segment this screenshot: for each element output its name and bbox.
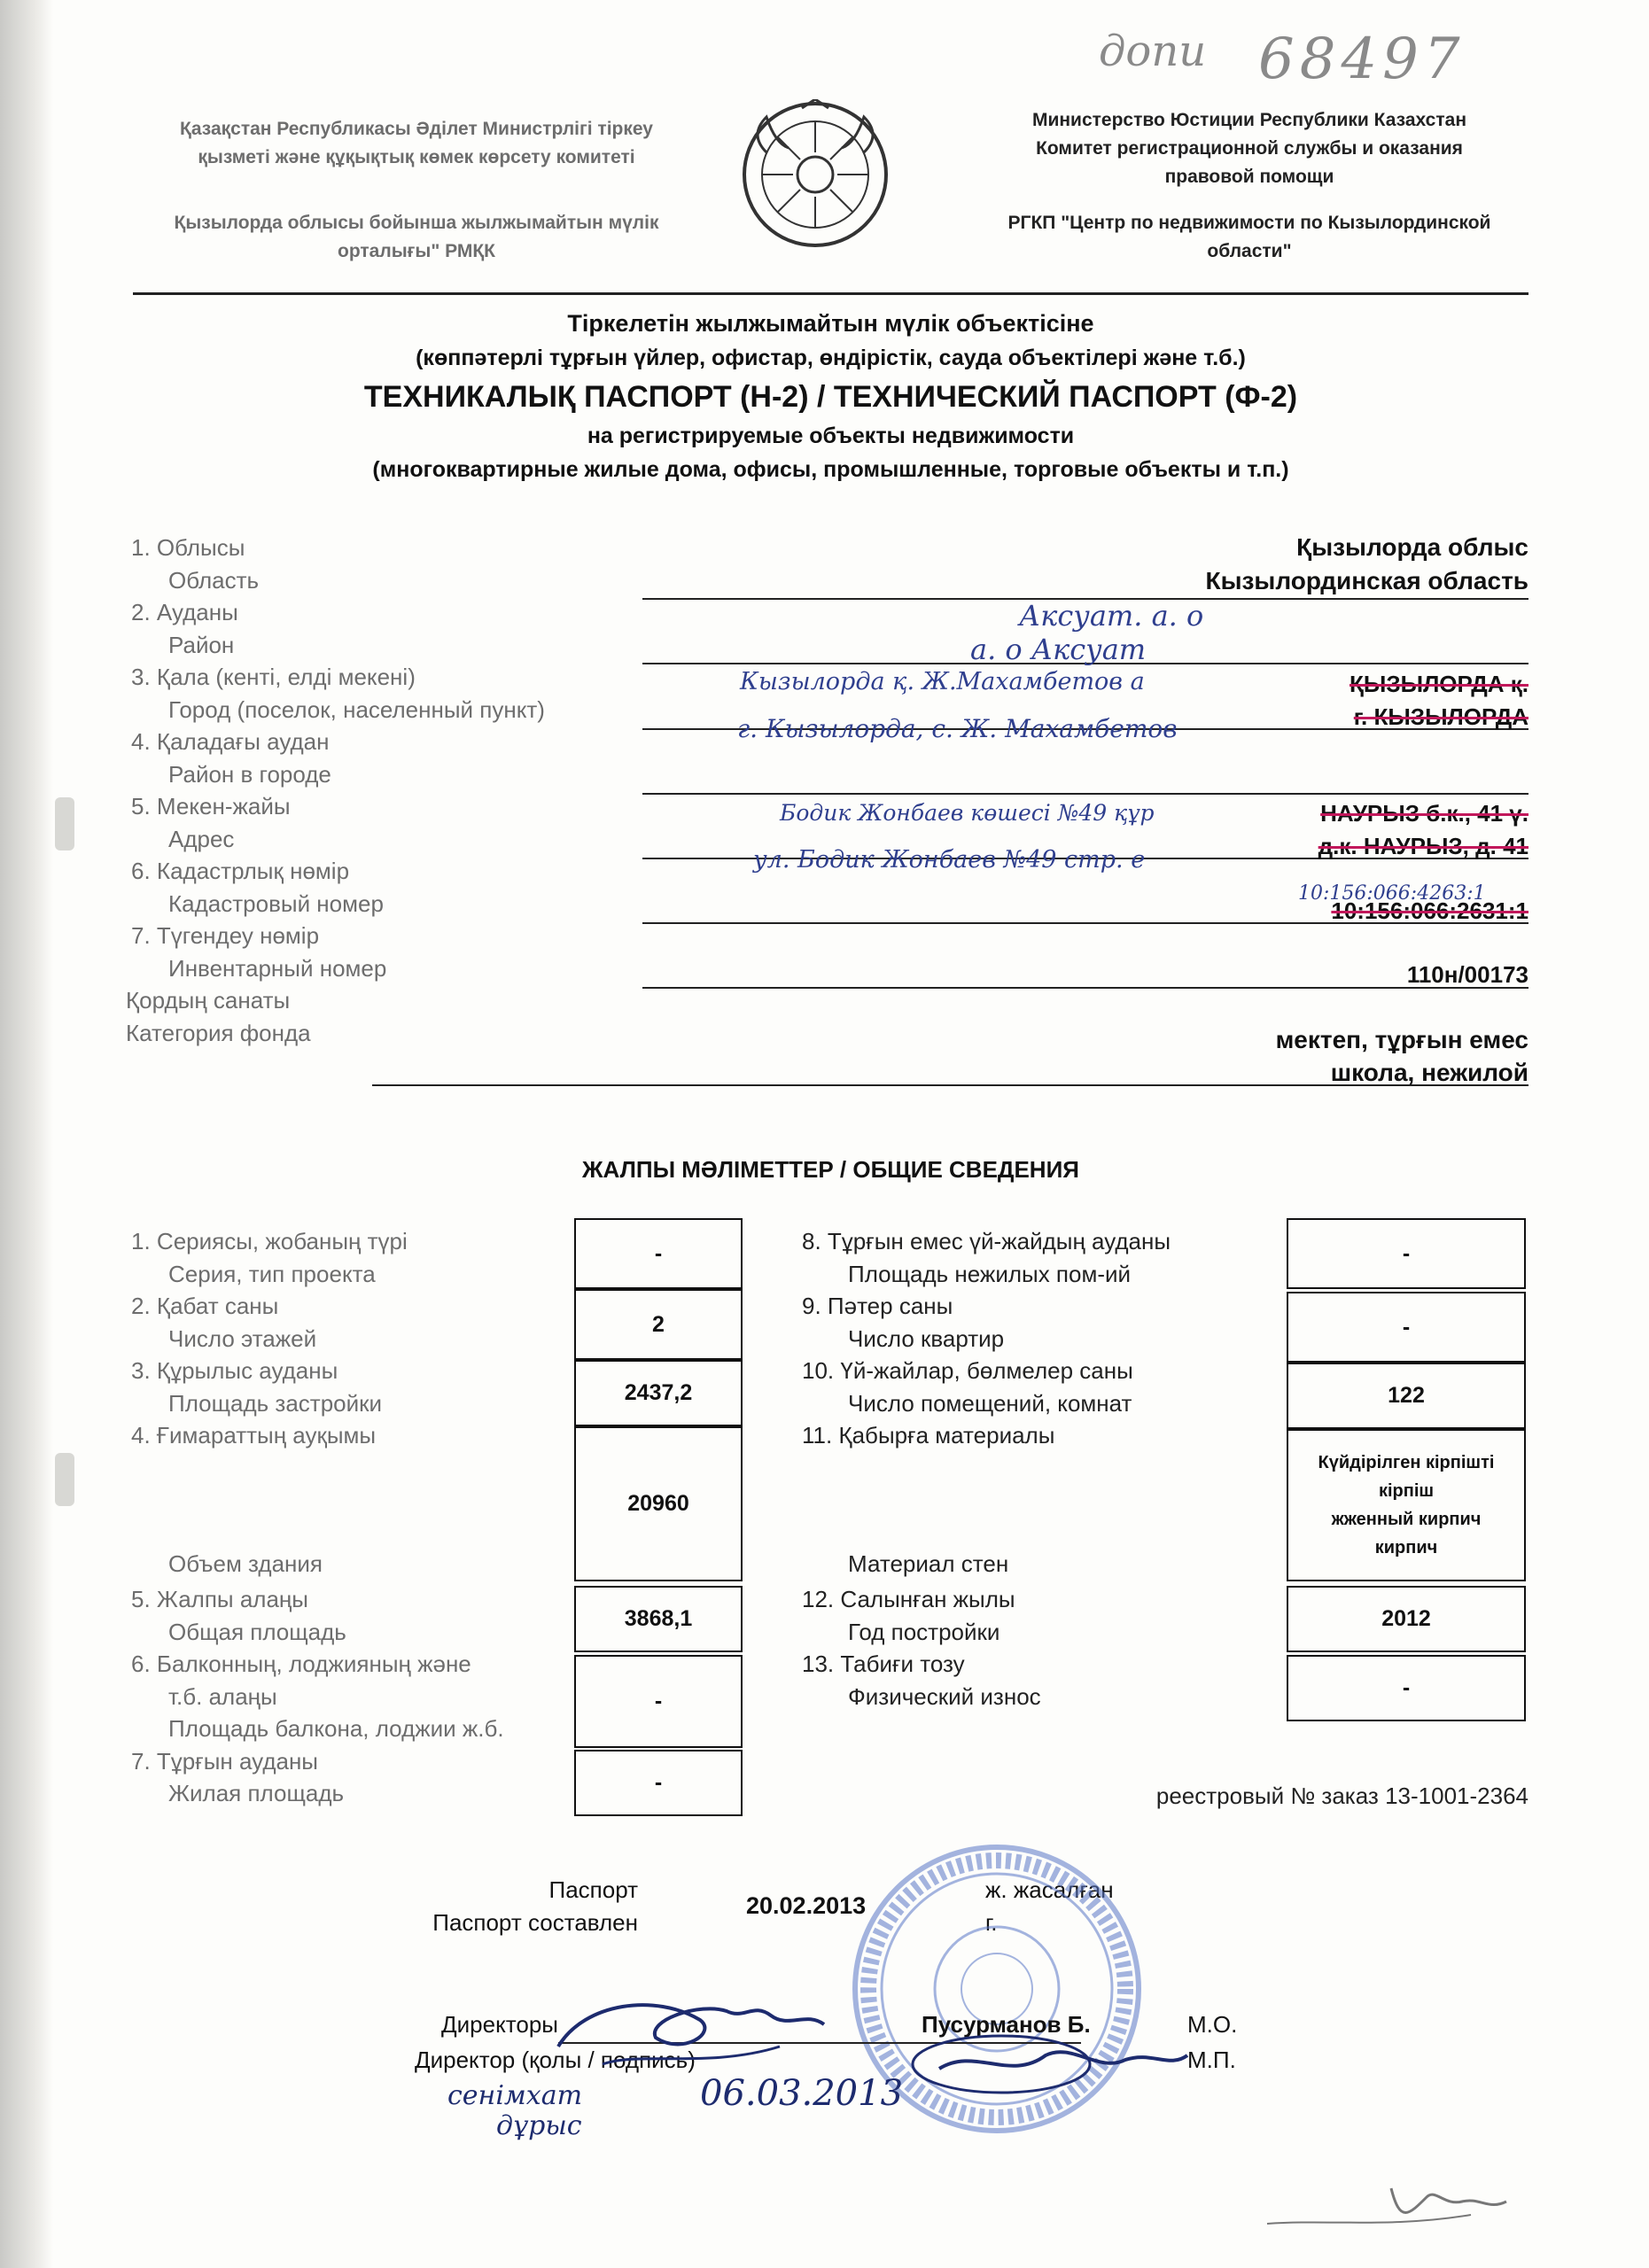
general-1-ru: Серия, тип проекта (168, 1260, 376, 1287)
field-5-handwritten-kz: Бодик Жонбаев көшесі №49 құр (780, 800, 1155, 826)
general-2-kz: 2. Қабат саны (131, 1293, 279, 1319)
header-left-line2: қызметі және құқықтық көмек көрсету комитеті (198, 147, 635, 167)
value-box-rooms: 122 (1287, 1363, 1526, 1429)
verification-signature (904, 2029, 1196, 2100)
section-heading: ЖАЛПЫ МӘЛІМЕТТЕР / ОБЩИЕ СВЕДЕНИЯ (582, 1156, 1079, 1183)
general-13-ru: Физический износ (848, 1682, 1041, 1710)
field-5-value-kz: НАУРЫЗ б.к., 41 ү. (1320, 800, 1528, 827)
field-5-kz: 5. Мекен-жайы (131, 793, 291, 819)
handwritten-note: допи (1099, 27, 1207, 76)
value-box-series: - (574, 1218, 743, 1289)
made-kz: ж. жасалған (985, 1876, 1114, 1903)
field-6-value-ru: 10:156:066:2631:1 (1331, 897, 1528, 924)
binding-holes (55, 1453, 74, 1506)
wall-material-line2: кірпіш (1378, 1481, 1435, 1501)
passport-ru: Паспорт составлен (432, 1909, 638, 1936)
general-2-ru: Число этажей (168, 1324, 317, 1352)
general-7-kz: 7. Тұрғын ауданы (131, 1747, 318, 1775)
value-box-total-area: 3868,1 (574, 1586, 743, 1652)
header-right-line3: правовой помощи (1164, 167, 1334, 187)
general-13-kz: 13. Табиғи тозу (802, 1651, 965, 1677)
wall-material-line1: Күйдірілген кірпішті (1318, 1453, 1495, 1472)
field-2-handwritten-ru: а. о Аксуат (970, 633, 1147, 666)
header-left (133, 115, 700, 266)
field-3-value-ru: г. КЫЗЫЛОРДА (1353, 703, 1528, 730)
field-5-handwritten-ru: ул. Бодик Жонбаев №49 стр. е (753, 846, 1146, 874)
value-box-balcony-area: - (574, 1655, 743, 1748)
general-5-ru: Общая площадь (168, 1618, 346, 1645)
general-9-kz: 9. Пәтер саны (802, 1293, 953, 1319)
director-kz: Директоры (441, 2011, 558, 2038)
field-3-ru: Город (поселок, населенный пункт) (168, 695, 545, 723)
header-right-line4: РГКП "Центр по недвижимости по Кызылординской (1007, 213, 1491, 233)
page-title: ТЕХНИКАЛЫҚ ПАСПОРТ (Н-2) / ТЕХНИЧЕСКИЙ ПАСПОРТ (Ф-2) (363, 380, 1298, 414)
general-left-labels (131, 1225, 408, 1452)
header-left-line4: орталығы" РМҚК (338, 241, 495, 261)
field-1-value-ru: Кызылординская область (1205, 567, 1528, 594)
field-1-kz: 1. Облысы (131, 534, 245, 561)
header-left-line1: Қазақстан Республикасы Әділет Министрлігі тіркеу (180, 119, 653, 139)
value-box-year-built: 2012 (1287, 1586, 1526, 1652)
director-signature (549, 1984, 833, 2082)
passport-date: 20.02.2013 (746, 1892, 867, 1919)
handwritten-verified-2: дұрыс (496, 2110, 582, 2141)
field-8-value-ru: школа, нежилой (1330, 1059, 1528, 1086)
field-3-kz: 3. Қала (кенті, елді мекені) (131, 664, 416, 690)
general-left-labels-lower (131, 1583, 504, 1810)
general-8-ru: Площадь нежилых пом-ий (848, 1260, 1132, 1287)
fields-labels (126, 532, 545, 1049)
header-rule (133, 292, 1528, 295)
field-6-kz: 6. Кадастрлық нөмір (131, 858, 350, 884)
general-12-kz: 12. Салынған жылы (802, 1586, 1015, 1612)
value-box-floors: 2 (574, 1289, 743, 1360)
general-10-ru: Число помещений, комнат (848, 1389, 1132, 1417)
general-12-ru: Год постройки (848, 1618, 1000, 1645)
general-3-kz: 3. Құрылыс ауданы (131, 1357, 338, 1384)
field-1-ru: Область (168, 566, 260, 594)
value-box-volume: 20960 (574, 1426, 743, 1581)
general-6-ru: Площадь балкона, лоджии ж.б. (168, 1715, 504, 1742)
field-7-ru: Инвентарный номер (168, 954, 387, 982)
general-right-labels (802, 1225, 1171, 1452)
field-5-value-ru: д.к. НАУРЫЗ, д. 41 (1318, 833, 1528, 859)
field-3-value-kz: ҚЫЗЫЛОРДА қ. (1350, 671, 1528, 697)
general-11-kz: 11. Қабырға материалы (802, 1422, 1055, 1449)
field-8-ru: Категория фонда (126, 1019, 311, 1046)
handwritten-number: 68497 (1258, 27, 1466, 92)
field-4-ru: Район в городе (168, 760, 331, 788)
registry-number: реестровый № заказ 13-1001-2364 (1155, 1783, 1528, 1809)
mp-label: М.П. (1187, 2047, 1236, 2073)
header-right-line2: Комитет регистрационной службы и оказания (1036, 138, 1463, 159)
general-8-kz: 8. Тұрғын емес үй-жайдың ауданы (802, 1228, 1171, 1254)
header-right-line1: Министерство Юстиции Республики Казахстан (1031, 110, 1467, 130)
made-ru: г. (985, 1909, 998, 1936)
value-box-wear: - (1287, 1655, 1526, 1721)
title-ru2: (многоквартирные жилые дома, офисы, промышленные, торговые объекты и т.п.) (372, 457, 1289, 482)
value-box-living-area: - (574, 1750, 743, 1816)
field-2-kz: 2. Ауданы (131, 599, 238, 625)
field-6-handwritten-kz: 10:156:066:4263:1 (1298, 882, 1486, 905)
general-1-kz: 1. Сериясы, жобаның түрі (131, 1228, 408, 1254)
binding-holes (55, 797, 74, 850)
state-emblem (740, 99, 891, 250)
page-edge-shadow (0, 0, 53, 2268)
general-5-kz: 5. Жалпы алаңы (131, 1586, 308, 1612)
value-box-apartments: - (1287, 1292, 1526, 1363)
general-11-ru: Материал стен (848, 1550, 1009, 1577)
mo-label: М.О. (1187, 2011, 1238, 2038)
title-block (133, 306, 1528, 486)
general-6-kz: 6. Балконның, лоджияның және (131, 1651, 471, 1677)
wall-material-line3: жженный кирпич (1331, 1510, 1482, 1529)
field-3-handwritten-kz: Кызылорда қ. Ж.Махамбетов а (740, 668, 1145, 695)
header-right (939, 106, 1560, 266)
value-box-wall-material (1287, 1429, 1526, 1581)
field-8-kz: Қордың санаты (126, 987, 291, 1014)
field-4-kz: 4. Қаладағы аудан (131, 728, 330, 755)
passport-kz: Паспорт (548, 1876, 638, 1903)
general-9-ru: Число квартир (848, 1324, 1005, 1352)
field-7-kz: 7. Түгендеу нөмір (131, 922, 320, 949)
value-box-built-area: 2437,2 (574, 1360, 743, 1426)
wall-material-line4: кирпич (1374, 1538, 1438, 1557)
director-ru: Директор (қолы / подпись) (415, 2047, 696, 2073)
title-kz1: Тіркелетін жылжымайтын мүлік объектісіне (567, 310, 1094, 337)
field-6-ru: Кадастровый номер (168, 889, 384, 917)
field-1-value-kz: Қызылорда облыс (1296, 533, 1528, 561)
field-7-value-ru: 110н/00173 (1406, 961, 1528, 988)
handwritten-date: 06.03.2013 (700, 2073, 904, 2114)
title-ru1: на регистрируемые объекты недвижимости (587, 423, 1075, 448)
general-3-ru: Площадь застройки (168, 1389, 383, 1417)
general-4-ru: Объем здания (168, 1550, 323, 1577)
field-2-handwritten-kz: Аксуат. а. о (1019, 599, 1204, 633)
general-6-kz2: т.б. алаңы (168, 1682, 277, 1710)
field-2-ru: Район (168, 631, 235, 658)
field-4-line (642, 793, 1528, 795)
general-7-ru: Жилая площадь (168, 1780, 345, 1806)
general-right-labels-lower (802, 1583, 1041, 1713)
field-5-ru: Адрес (168, 825, 235, 852)
general-10-kz: 10. Үй-жайлар, бөлмелер саны (802, 1357, 1133, 1384)
header-right-line5: области" (1207, 241, 1292, 261)
value-box-nonresidential-area: - (1287, 1218, 1526, 1289)
title-kz2: (көппәтерлі тұрғын үйлер, офистар, өндірістік, сауда объектілері және т.б.) (416, 346, 1246, 370)
header-left-line3: Қызылорда облысы бойынша жылжымайтын мүлік (174, 213, 659, 233)
field-7-line (642, 987, 1528, 989)
corner-pencil-mark (1258, 2171, 1524, 2241)
handwritten-verified: сенімхат (447, 2080, 583, 2111)
general-4-kz: 4. Ғимараттың ауқымы (131, 1422, 377, 1449)
field-8-value-kz: мектеп, тұрғын емес (1275, 1026, 1528, 1053)
field-3-handwritten-ru: г. Кызылорда, с. Ж. Махамбетов (737, 714, 1178, 743)
director-name: Пусурманов Б. (922, 2011, 1091, 2038)
